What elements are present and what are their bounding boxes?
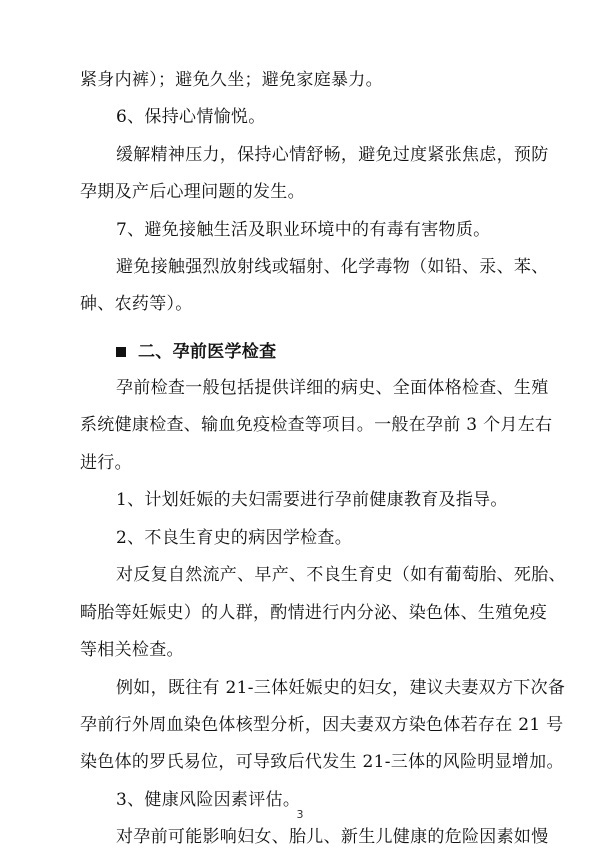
list-item-heading: 7、避免接触生活及职业环境中的有毒有害物质。 <box>116 220 491 240</box>
text-line: 孕前行外周血染色体核型分析，因夫妻双方染色体若存在 21 号 <box>80 715 564 735</box>
section-heading-text: 二、孕前医学检查 <box>138 342 277 362</box>
text-line: 孕前检查一般包括提供详细的病史、全面体格检查、生殖 <box>116 378 549 398</box>
list-item-heading: 3、健康风险因素评估。 <box>116 790 301 810</box>
page-number: 3 <box>296 808 304 821</box>
text-line: 系统健康检查、输血免疫检查等项目。一般在孕前 3 个月左右 <box>80 415 553 435</box>
text-line: 孕期及产后心理问题的发生。 <box>80 182 305 202</box>
text-line: 缓解精神压力，保持心情舒畅，避免过度紧张焦虑，预防 <box>116 145 549 165</box>
text-line: 等相关检查。 <box>80 640 184 660</box>
list-item-heading: 1、计划妊娠的夫妇需要进行孕前健康教育及指导。 <box>116 490 508 510</box>
text-line: 避免接触强烈放射线或辐射、化学毒物（如铅、汞、苯、 <box>116 257 549 277</box>
list-item-heading: 6、保持心情愉悦。 <box>116 107 266 127</box>
square-bullet-icon <box>116 347 126 357</box>
text-line: 对孕前可能影响妇女、胎儿、新生儿健康的危险因素如慢 <box>116 827 549 847</box>
section-heading <box>116 342 276 362</box>
text-line: 砷、农药等）。 <box>80 294 193 314</box>
text-line: 例如，既往有 21-三体妊娠史的妇女，建议夫妻双方下次备 <box>116 678 566 698</box>
text-line: 紧身内裤）；避免久坐；避免家庭暴力。 <box>80 70 383 90</box>
list-item-heading: 2、不良生育史的病因学检查。 <box>116 528 353 548</box>
text-line: 对反复自然流产、早产、不良生育史（如有葡萄胎、死胎、 <box>116 565 566 585</box>
text-line: 畸胎等妊娠史）的人群，酌情进行内分泌、染色体、生殖免疫 <box>80 603 548 623</box>
text-line: 染色体的罗氏易位，可导致后代发生 21-三体的风险明显增加。 <box>80 752 564 772</box>
text-line: 进行。 <box>80 453 132 473</box>
